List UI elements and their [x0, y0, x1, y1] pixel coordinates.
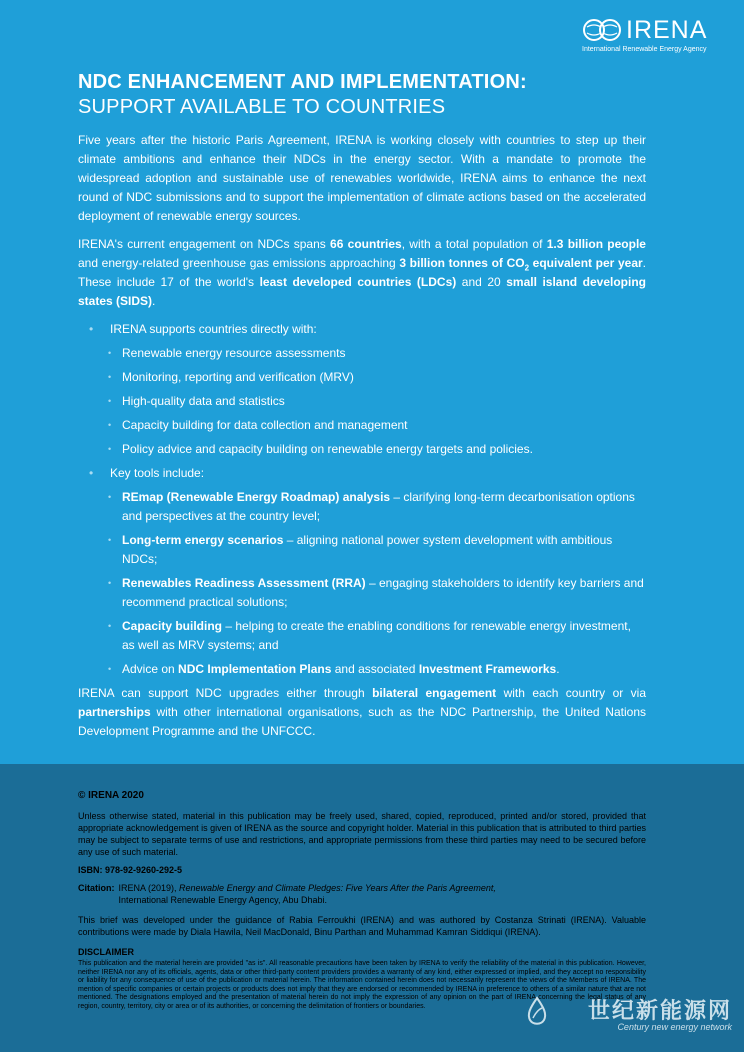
- list-item: [110, 660, 646, 679]
- text-run: – helping to create the enabling conditions for renewable energy investment, as well as MRV systems; and: [122, 619, 631, 652]
- engagement-paragraph: [78, 235, 646, 311]
- list-item: • Policy advice and capacity building on renewable energy targets and policies.: [110, 440, 646, 459]
- text-run: with each country or via: [496, 686, 646, 700]
- text-run: IRENA (2019),: [118, 883, 180, 893]
- logo-subtitle: International Renewable Energy Agency: [582, 46, 707, 53]
- bold-run: 1.3 billion people: [546, 237, 646, 251]
- watermark-chinese: 世纪新能源网: [587, 998, 732, 1023]
- bold-run: [399, 256, 643, 273]
- list-item: • High-quality data and statistics: [110, 392, 646, 411]
- list-item: • Capacity building for data collection and management: [110, 416, 646, 435]
- watermark: [522, 994, 732, 1036]
- list-item: [110, 574, 646, 612]
- closing-paragraph: [78, 684, 646, 741]
- bold-run-part: equivalent per year: [529, 256, 643, 270]
- copyright: © IRENA 2020: [78, 790, 144, 801]
- text-run: IRENA can support NDC upgrades either through: [78, 686, 373, 700]
- isbn: ISBN: 978-92-9260-292-5: [78, 865, 183, 875]
- bold-run: Investment Frameworks: [418, 662, 557, 676]
- title-line-1: NDC ENHANCEMENT AND IMPLEMENTATION:: [78, 71, 527, 93]
- list-item: • Renewable energy resource assessments: [110, 344, 646, 363]
- bold-run: 66 countries: [330, 237, 402, 251]
- bold-run: Capacity building: [122, 619, 223, 633]
- support-sublist: [110, 344, 646, 459]
- citation: [78, 882, 646, 906]
- citation-label: Citation:: [78, 883, 115, 893]
- main-body: [78, 131, 646, 750]
- bold-run: least developed countries (LDCs): [259, 275, 457, 289]
- title-line-2: SUPPORT AVAILABLE TO COUNTRIES: [78, 96, 446, 118]
- irena-logo: [582, 18, 722, 58]
- bold-run-part: 3 billion tonnes of CO: [399, 256, 525, 270]
- text-run: – aligning national power system development with ambitious NDCs;: [122, 533, 613, 566]
- support-list: [78, 320, 646, 679]
- text-run: – engaging stakeholders to identify key barriers and recommend practical solutions;: [122, 576, 644, 609]
- list-item: [110, 488, 646, 526]
- footer-content: [78, 790, 646, 1012]
- list-item: [110, 617, 646, 655]
- text-run: – clarifying long-term decarbonisation options and perspectives at the country level;: [122, 490, 635, 523]
- leaf-drop-icon: [522, 996, 552, 1026]
- list-item: [78, 464, 646, 679]
- text-run: .: [152, 294, 156, 308]
- bold-run: REmap (Renewable Energy Roadmap) analysis: [122, 490, 391, 504]
- disclaimer-text: This publication and the material herein are provided "as is". All reasonable precautions have been taken by IRENA to verify the reliability of the material in this publication. However, neither IRENA nor any of its officials, agents, data or other third-party content providers provides a warranty of any kind, either expressed or implied, and they accept no responsibility or liability for any consequence of use of the publication or material herein. The information contained herein does not necessarily represent the views of the Members of IRENA. The mention of specific companies or certain projects or products does not imply that they are endorsed or recommended by IRENA in preference to others of a similar nature that are not mentioned. The designations employed and the presentation of material herein do not imply the expression of any opinion on the part of IRENA concerning the legal status of any region, country, territory, city or area or of its authorities, or concerning the delimitation of frontiers or boundaries.: [78, 960, 646, 1010]
- text-run: and 20: [456, 275, 507, 289]
- logo-wordmark: IRENA: [626, 16, 708, 44]
- bold-run: small island developing states (SIDS): [78, 275, 647, 308]
- text-run: , with a total population of: [401, 237, 547, 251]
- text-run: .: [556, 662, 560, 676]
- text-run: and energy-related greenhouse gas emissions approaching: [78, 256, 400, 270]
- list-item: • Monitoring, reporting and verification (MRV): [110, 368, 646, 387]
- text-run: . These include 17 of the world's: [78, 256, 647, 289]
- bold-run: bilateral engagement: [372, 686, 497, 700]
- list-item: [78, 320, 646, 459]
- bold-run: NDC Implementation Plans: [178, 662, 332, 676]
- list-item: [110, 531, 646, 569]
- text-run: and associated: [331, 662, 419, 676]
- intro-paragraph: Five years after the historic Paris Agreement, IRENA is working closely with countries to step up their climate ambitions and enhance their NDCs in the energy sector. With a mandate to promote the widespread adoption and sustainable use of renewables worldwide, IRENA aims to enhance the next round of NDC submissions and to support the implementation of climate actions based on the accelerated deployment of renewable energy sources.: [78, 133, 646, 223]
- text-run: International Renewable Energy Agency, Abu Dhabi.: [118, 895, 327, 905]
- bold-run: partnerships: [78, 705, 151, 719]
- text-run: with other international organisations, such as the NDC Partnership, the United Nations Development Programme and the UNFCCC.: [78, 705, 646, 738]
- citation-text: [119, 882, 496, 906]
- text-run: IRENA's current engagement on NDCs spans: [78, 237, 331, 251]
- list-heading: IRENA supports countries directly with:: [110, 322, 317, 336]
- bold-run: Long-term energy scenarios: [122, 533, 284, 547]
- text-run: Advice on: [122, 662, 179, 676]
- tools-sublist: [110, 488, 646, 679]
- brief-credits: This brief was developed under the guidance of Rabia Ferroukhi (IRENA) and was authored by Costanza Strinati (IRENA). Valuable contributions were made by Diala Hawila, Neil MacDonald, Binu Parthan and Muhammad Kamran Siddiqui (IRENA).: [78, 915, 646, 937]
- bold-run: Renewables Readiness Assessment (RRA): [122, 576, 366, 590]
- usage-text: Unless otherwise stated, material in this publication may be freely used, shared, copied, reproduced, printed and/or stored, provided that appropriate acknowledgement is given of IRENA as the source and copyright holder. Material in this publication that is attributed to third parties may be subject to separate terms of use and restrictions, and appropriate permissions from these third parties may need to be secured before any use of such material.: [78, 811, 646, 857]
- disclaimer-heading: DISCLAIMER: [78, 947, 134, 957]
- subscript: 2: [524, 263, 530, 273]
- citation-title: Renewable Energy and Climate Pledges: Five Years After the Paris Agreement,: [179, 883, 496, 893]
- list-heading: Key tools include:: [110, 466, 205, 480]
- watermark-english: Century new energy network: [617, 1022, 732, 1032]
- irena-globe-icon: [582, 18, 622, 42]
